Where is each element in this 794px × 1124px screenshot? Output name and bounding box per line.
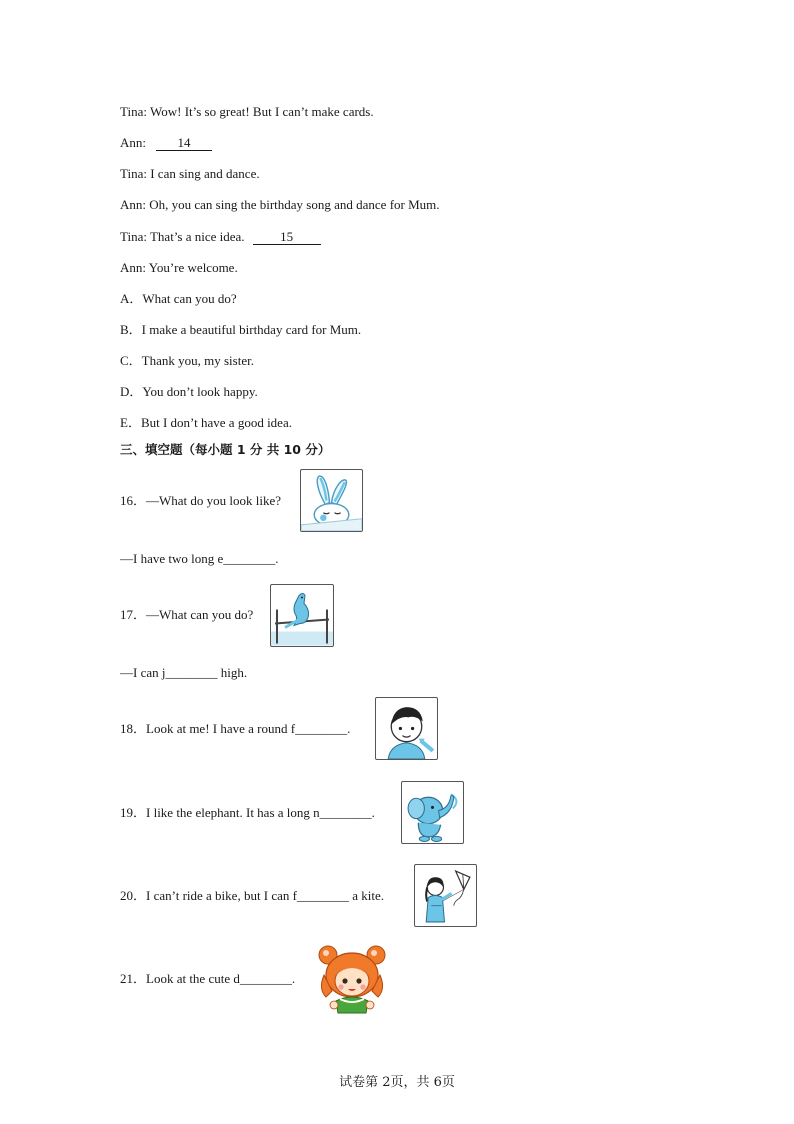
dialogue-line-ann-2: Ann: Oh, you can sing the birthday song and dance for Mum.	[120, 197, 440, 212]
option-b: B．I make a beautiful birthday card for Mum.	[120, 322, 362, 337]
kangaroo-jump-icon	[270, 584, 334, 647]
question-17-prompt: 17．—What can you do?	[120, 607, 254, 622]
question-21: 21．Look at the cute d________.	[120, 971, 296, 986]
dialogue-text-tina-3: Tina: That’s a nice idea.	[120, 229, 245, 244]
answer-blank-14: 14	[156, 135, 212, 151]
option-e: E．But I don’t have a good idea.	[120, 415, 292, 430]
doll-icon	[314, 941, 390, 1015]
dialogue-line-tina-3	[120, 228, 321, 246]
boy-face-icon	[375, 697, 438, 760]
question-19: 19．I like the elephant. It has a long n________.	[120, 805, 375, 820]
question-18: 18．Look at me! I have a round f________.	[120, 721, 351, 736]
option-d: D．You don’t look happy.	[120, 384, 258, 399]
question-16-prompt: 16．—What do you look like?	[120, 493, 282, 508]
section-title: 三、填空题（每小题 1 分 共 10 分）	[120, 442, 331, 457]
dialogue-line-ann-3: Ann: You’re welcome.	[120, 260, 238, 275]
option-c: C．Thank you, my sister.	[120, 353, 254, 368]
elephant-nose-icon	[401, 781, 464, 844]
option-a: A．What can you do?	[120, 291, 237, 306]
speaker-ann: Ann:	[120, 135, 146, 150]
girl-kite-icon	[414, 864, 477, 927]
rabbit-ears-icon	[300, 469, 363, 532]
answer-blank-15: 15	[253, 229, 321, 245]
dialogue-line-tina-1: Tina: Wow! It’s so great! But I can’t make cards.	[120, 104, 374, 119]
question-20: 20．I can’t ride a bike, but I can f________ a kite.	[120, 888, 385, 903]
question-16-answer: —I have two long e________.	[120, 551, 279, 566]
dialogue-line-tina-2: Tina: I can sing and dance.	[120, 166, 260, 181]
dialogue-line-ann-1	[120, 134, 212, 152]
page-footer: 试卷第 2页，共 6页	[339, 1075, 455, 1090]
question-17-answer: —I can j________ high.	[120, 665, 248, 680]
